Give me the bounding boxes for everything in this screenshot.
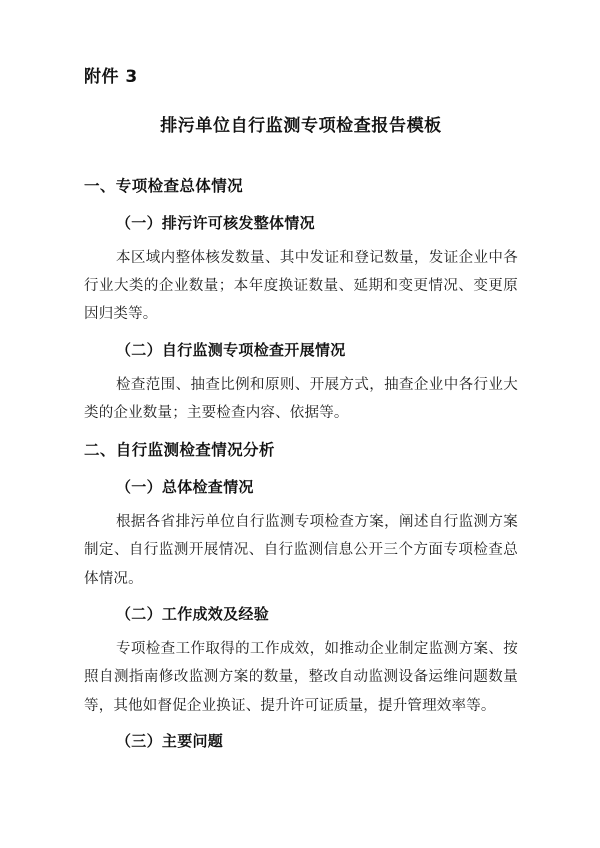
section-1-sub-1-heading: （一）排污许可核发整体情况 <box>116 213 315 232</box>
section-2-sub-2-paragraph-1: 专项检查工作取得的工作成效，如推动企业制定监测方案、按照自测指南修改监测方案的数量，整改自动监测设备运维问题数量等，其他如督促企业换证、提升许可证质量，提升管理效率等。 <box>84 641 518 714</box>
section-2-sub-1-heading: （一）总体检查情况 <box>116 477 254 496</box>
section-2-sub-2-heading: （二）工作成效及经验 <box>116 604 270 623</box>
section-2-sub-3-heading: （三）主要问题 <box>116 731 224 750</box>
section-2-sub-1-paragraph-1: 根据各省排污单位自行监测专项检查方案，阐述自行监测方案制定、自行监测开展情况、自行监测信息公开三个方面专项检查总体情况。 <box>84 514 518 587</box>
attachment-label: 附件 3 <box>84 67 138 87</box>
section-2 <box>84 437 518 754</box>
page-title: 排污单位自行监测专项检查报告模板 <box>160 115 442 136</box>
section-2-heading: 二、自行监测检查情况分析 <box>84 441 275 460</box>
page-content <box>84 66 518 764</box>
section-1-sub-2-heading: （二）自行监测专项检查开展情况 <box>116 340 346 359</box>
section-1 <box>84 173 518 427</box>
section-1-sub-1-paragraph-1: 本区域内整体核发数量、其中发证和登记数量，发证企业中各行业大类的企业数量；本年度换证数量、延期和变更情况、变更原因归类等。 <box>84 249 518 323</box>
section-1-heading: 一、专项检查总体情况 <box>84 177 244 196</box>
section-1-sub-2-paragraph-1: 检查范围、抽查比例和原则、开展方式，抽查企业中各行业大类的企业数量；主要检查内容、依据等。 <box>84 376 518 422</box>
